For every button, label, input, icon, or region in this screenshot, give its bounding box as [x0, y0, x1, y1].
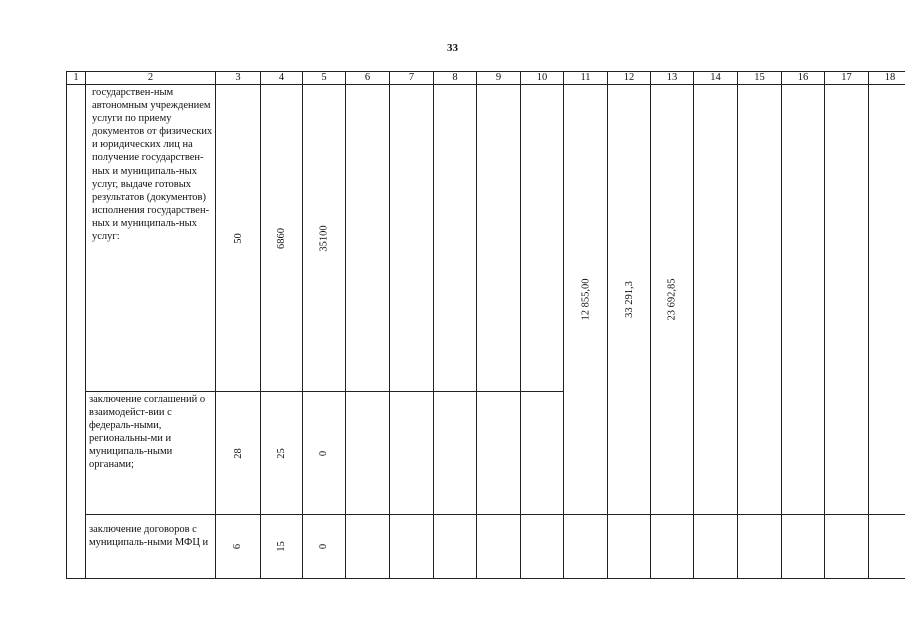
data-table — [66, 71, 905, 579]
empty-cell — [694, 85, 738, 515]
empty-cell — [477, 515, 521, 579]
value-text: 28 — [232, 447, 244, 459]
empty-cell — [390, 392, 434, 515]
empty-cell — [477, 392, 521, 515]
empty-cell — [477, 85, 521, 392]
empty-cell — [825, 515, 869, 579]
value-text: 50 — [232, 232, 244, 244]
empty-cell — [869, 515, 905, 579]
table-row — [67, 85, 905, 392]
header-cell: 4 — [261, 72, 303, 85]
empty-cell — [738, 85, 782, 515]
value-text: 15 — [276, 541, 287, 552]
header-cell: 2 — [86, 72, 216, 85]
header-cell: 7 — [390, 72, 434, 85]
empty-cell — [651, 515, 694, 579]
header-cell: 17 — [825, 72, 869, 85]
value-text: 0 — [318, 543, 330, 550]
merged-value-cell — [651, 85, 694, 515]
header-cell: 6 — [346, 72, 390, 85]
header-cell: 12 — [608, 72, 651, 85]
value-text: 35100 — [318, 224, 330, 252]
empty-cell — [869, 85, 905, 515]
value-cell — [303, 85, 346, 392]
header-cell: 3 — [216, 72, 261, 85]
empty-cell — [782, 85, 825, 515]
row-description: государствен-ным автономным учреждением услуги по приему документов от физических и юридических лиц на получение государствен-ных и муниципаль-ных услуг, выдаче готовых результатов (документов) исполнения государствен-ных и муниципаль-ных услуг: — [86, 85, 216, 392]
header-cell: 1 — [67, 72, 86, 85]
header-row — [67, 72, 905, 85]
empty-cell — [434, 392, 477, 515]
value-text: 6860 — [276, 227, 287, 249]
empty-cell — [694, 515, 738, 579]
page-number: 33 — [447, 42, 458, 54]
empty-cell — [738, 515, 782, 579]
value-cell — [261, 515, 303, 579]
empty-cell — [346, 85, 390, 392]
merged-value-cell — [608, 85, 651, 515]
empty-cell — [608, 515, 651, 579]
table-row — [67, 515, 905, 579]
empty-cell — [521, 515, 564, 579]
value-text: 6 — [232, 543, 244, 550]
value-cell — [216, 515, 261, 579]
col1-cell — [67, 85, 86, 579]
value-text: 0 — [318, 450, 330, 456]
empty-cell — [434, 515, 477, 579]
empty-cell — [825, 85, 869, 515]
empty-cell — [390, 515, 434, 579]
value-cell — [216, 85, 261, 392]
empty-cell — [564, 515, 608, 579]
empty-cell — [434, 85, 477, 392]
empty-cell — [346, 392, 390, 515]
header-cell: 5 — [303, 72, 346, 85]
header-cell: 9 — [477, 72, 521, 85]
empty-cell — [390, 85, 434, 392]
header-cell: 15 — [738, 72, 782, 85]
header-cell: 13 — [651, 72, 694, 85]
empty-cell — [346, 515, 390, 579]
value-cell — [303, 515, 346, 579]
merged-value-cell — [564, 85, 608, 515]
header-cell: 18 — [869, 72, 905, 85]
value-text: 12 855,00 — [580, 278, 591, 321]
value-cell — [261, 85, 303, 392]
empty-cell — [521, 392, 564, 515]
header-cell: 10 — [521, 72, 564, 85]
value-text: 23 692,85 — [666, 278, 678, 321]
value-text: 33 291,3 — [623, 281, 635, 318]
empty-cell — [782, 515, 825, 579]
empty-cell — [521, 85, 564, 392]
value-text: 25 — [276, 447, 287, 459]
header-cell: 14 — [694, 72, 738, 85]
header-cell: 16 — [782, 72, 825, 85]
header-cell: 11 — [564, 72, 608, 85]
value-cell — [261, 392, 303, 515]
header-cell: 8 — [434, 72, 477, 85]
row-description: заключение договоров с муниципаль-ными МФЦ и — [86, 515, 216, 579]
row-description: заключение соглашений о взаимодейст-вии с федераль-ными, региональны-ми и муниципаль-ными органами; — [86, 392, 216, 515]
value-cell — [216, 392, 261, 515]
value-cell — [303, 392, 346, 515]
